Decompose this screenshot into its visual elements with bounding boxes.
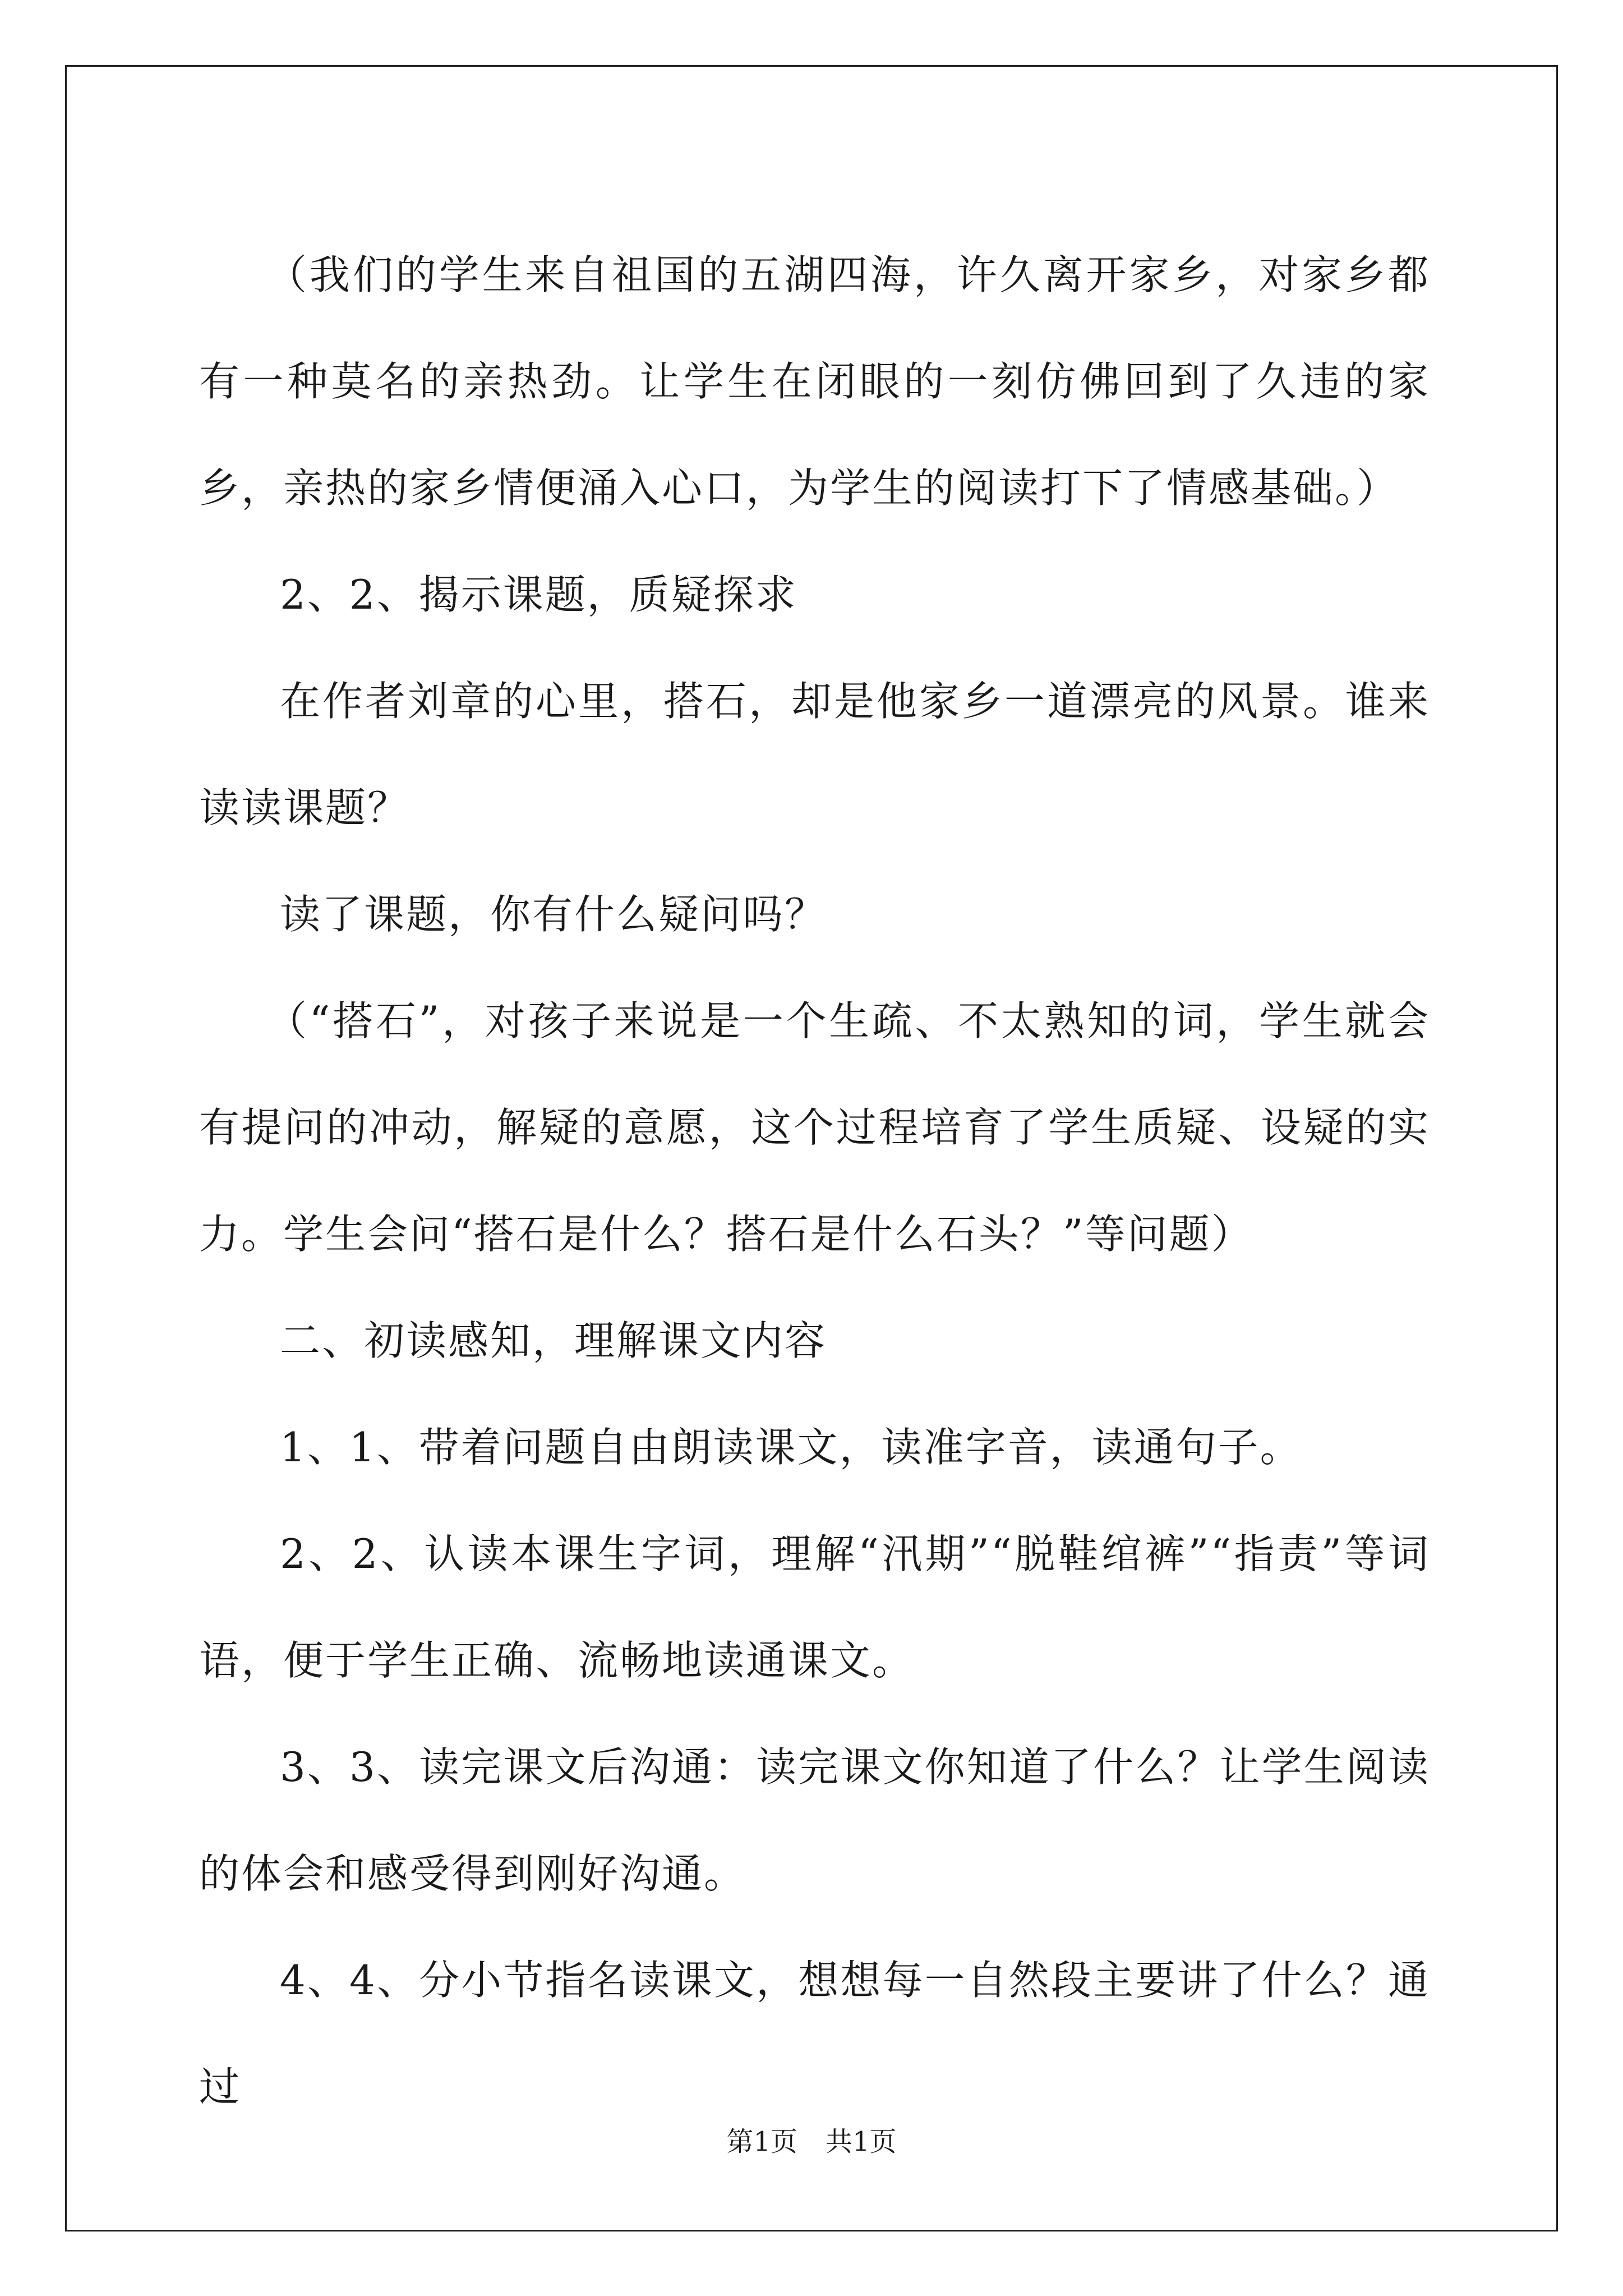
paragraph-2-heading: 2、2、揭示课题，质疑探求 <box>280 571 797 618</box>
paragraph-3: 在作者刘章的心里，搭石，却是他家乡一道漂亮的风景。谁来读读课题？ <box>199 678 1430 831</box>
paragraph-1: （我们的学生来自祖国的五湖四海，许久离开家乡，对家乡都有一种莫名的亲热劲。让学生在闭眼的一刻仿佛回到了久违的家乡，亲热的家乡情便涌入心口，为学生的阅读打下了情感基础。） <box>199 251 1430 512</box>
paragraph-7: 1、1、带着问题自由朗读课文，读准字音，读通句子。 <box>280 1424 1302 1471</box>
page-total: 共1页 <box>826 2126 897 2157</box>
paragraph-8: 2、2、认读本课生字词，理解“汛期”“脱鞋绾裤”“指责”等词语，便于学生正确、流畅地读通课文。 <box>199 1530 1430 1684</box>
paragraph-9: 3、3、读完课文后沟通：读完课文你知道了什么？让学生阅读的体会和感受得到刚好沟通。 <box>199 1743 1430 1897</box>
page-footer <box>0 2125 1623 2159</box>
paragraph-10: 4、4、分小节指名读课文，想想每一自然段主要讲了什么？通过 <box>199 1957 1430 2110</box>
paragraph-5: （“搭石”，对孩子来说是一个生疏、不太熟知的词，学生就会有提问的冲动，解疑的意愿，这个过程培育了学生质疑、设疑的实力。学生会问“搭石是什么？搭石是什么石头？”等问题） <box>199 997 1430 1258</box>
paragraph-4: 读了课题，你有什么疑问吗？ <box>280 891 827 938</box>
document-body <box>199 222 1430 2140</box>
page-number: 第1页 <box>726 2126 797 2157</box>
paragraph-6-heading: 二、初读感知，理解课文内容 <box>280 1317 827 1364</box>
